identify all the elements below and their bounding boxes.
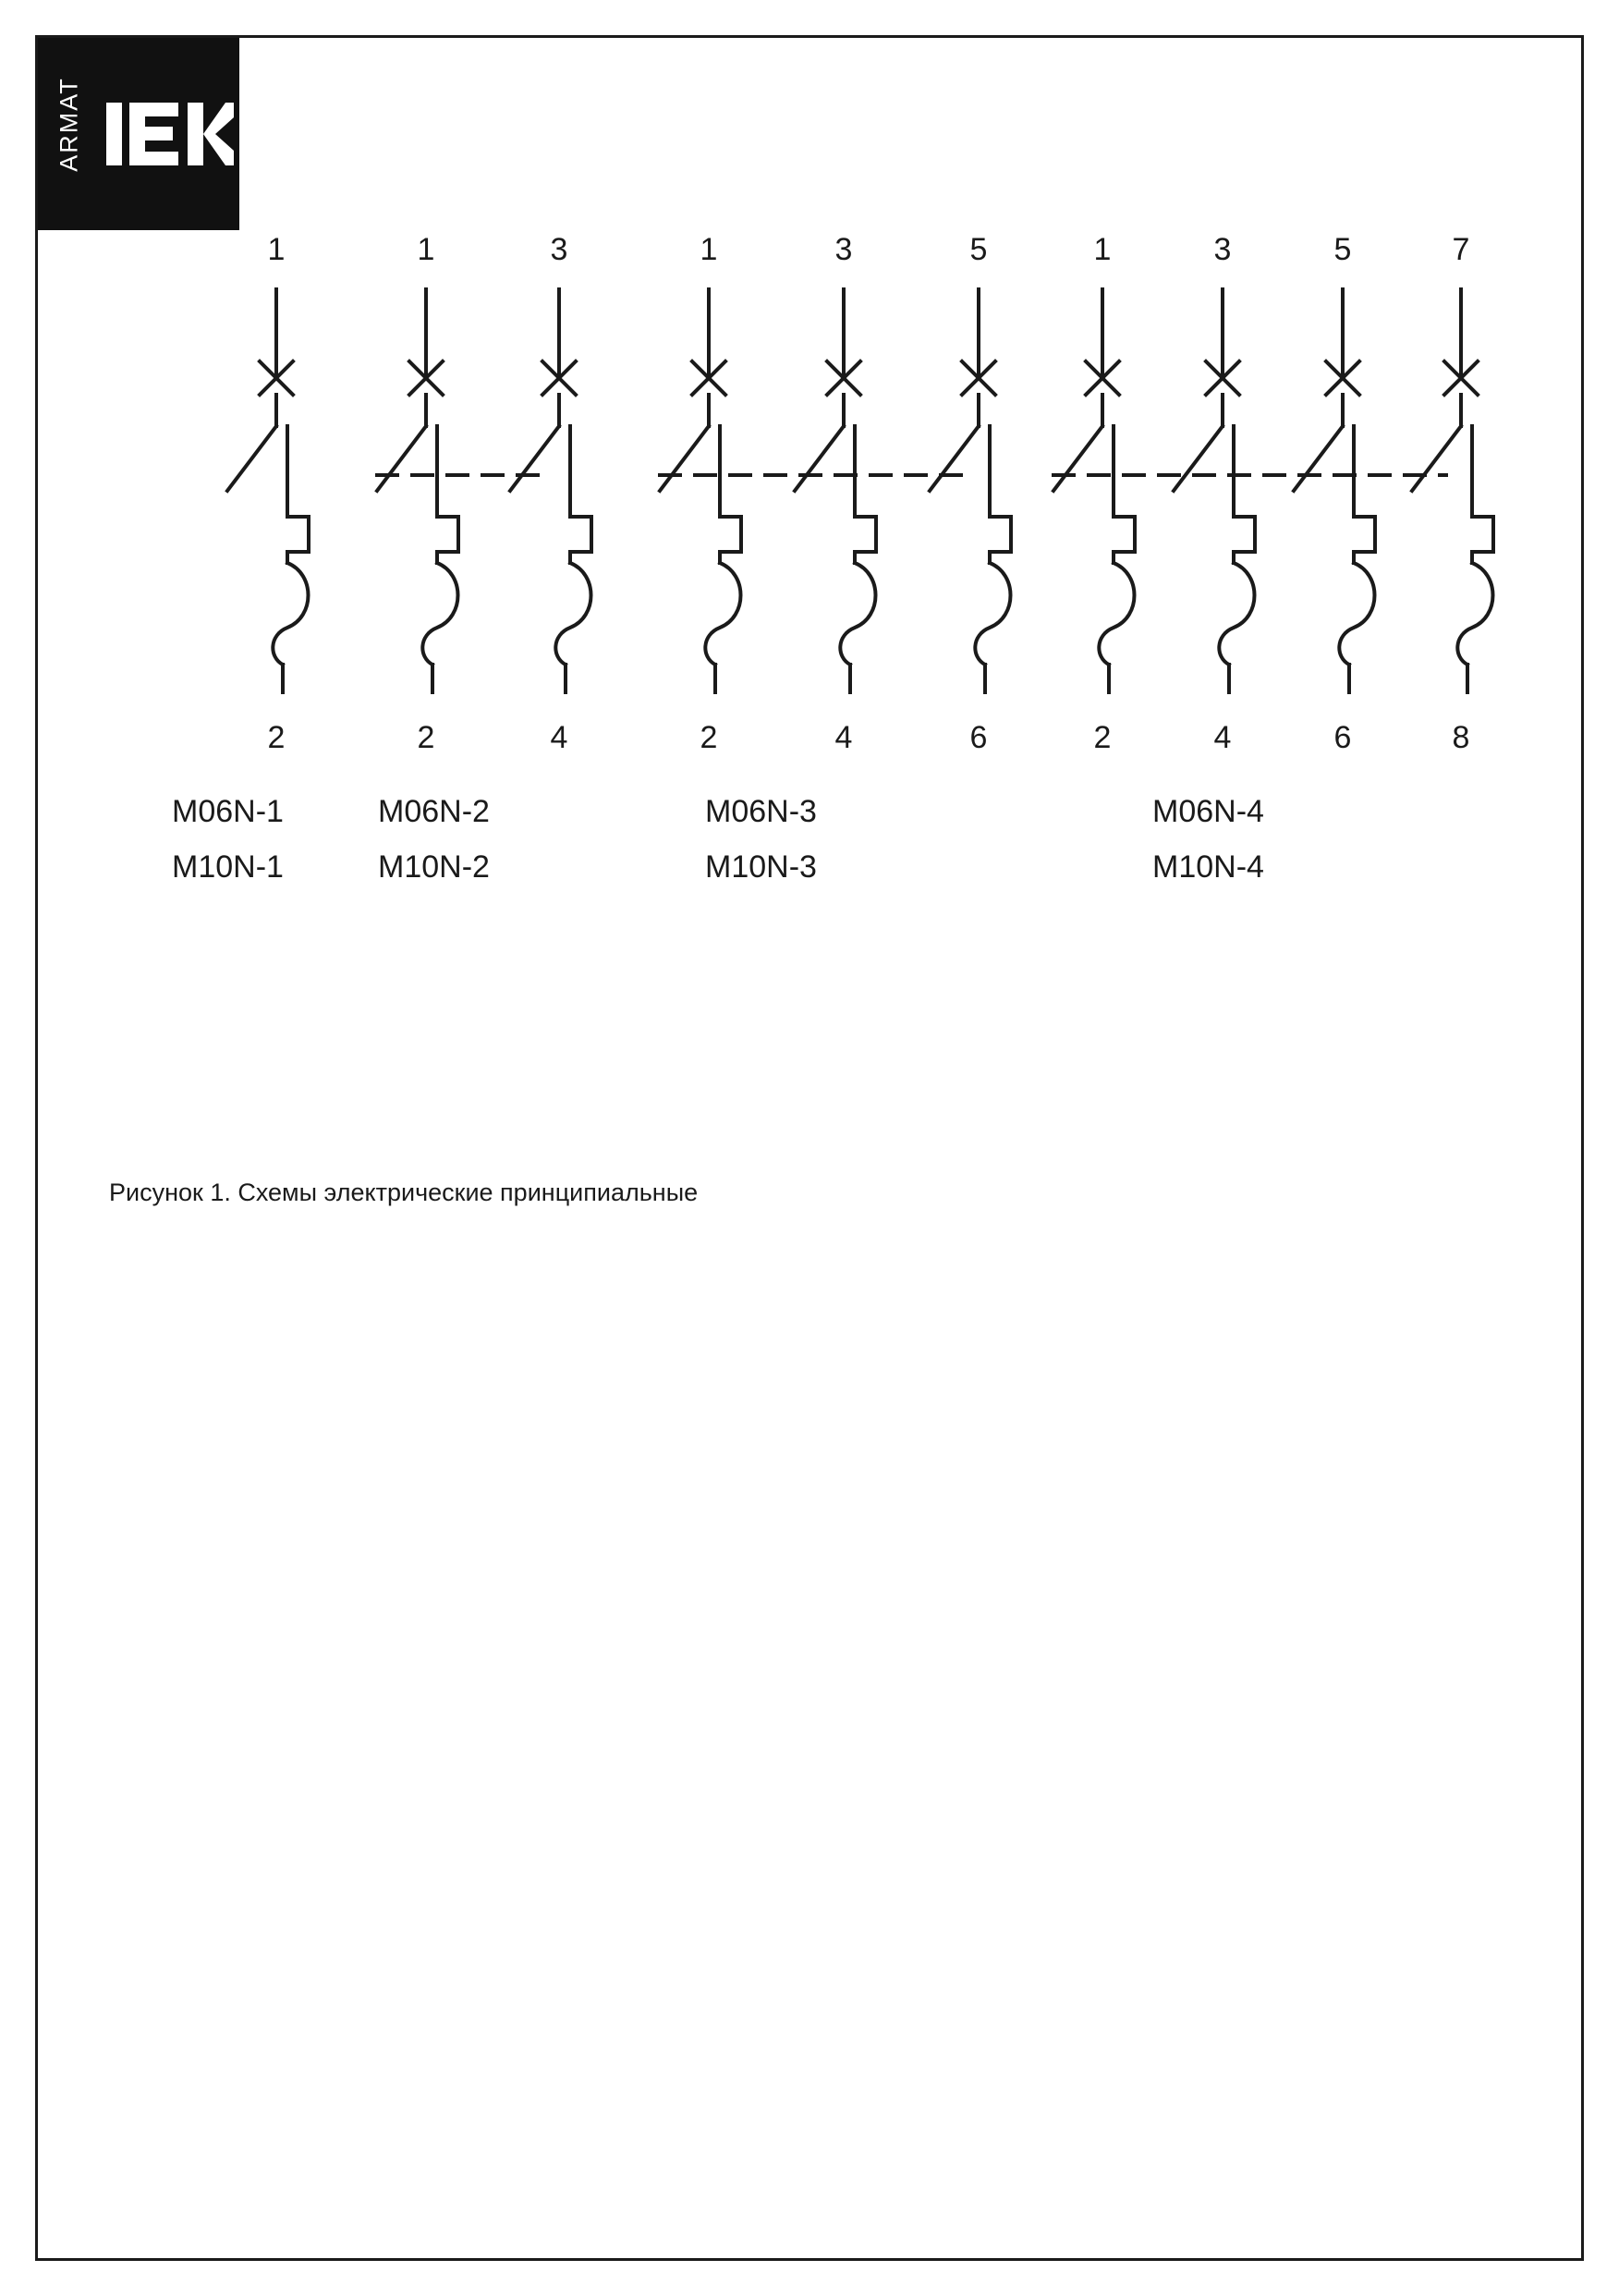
terminal-number-bottom: 4	[550, 720, 568, 755]
terminal-number-bottom: 2	[1093, 720, 1112, 755]
terminal-number-bottom: 2	[267, 720, 286, 755]
schematic-diagram	[38, 230, 1581, 1108]
terminal-number-bottom: 4	[834, 720, 853, 755]
terminal-number-bottom: 6	[969, 720, 988, 755]
group-model-label: M10N-3	[705, 849, 817, 885]
terminal-number-top: 5	[969, 232, 988, 267]
terminal-number-top: 7	[1452, 232, 1470, 267]
terminal-number-bottom: 2	[700, 720, 718, 755]
terminal-number-top: 1	[417, 232, 435, 267]
group-model-label: M10N-4	[1152, 849, 1264, 885]
terminal-number-bottom: 6	[1333, 720, 1352, 755]
terminal-number-top: 3	[1213, 232, 1232, 267]
figure-caption: Рисунок 1. Схемы электрические принципиальные	[109, 1179, 699, 1206]
group-model-label: M06N-3	[705, 794, 817, 829]
iek-logo-icon	[104, 86, 234, 182]
brand-series-label: ARMAT	[55, 77, 83, 172]
terminal-number-bottom: 2	[417, 720, 435, 755]
group-model-label: M06N-2	[378, 794, 490, 829]
terminal-number-top: 1	[700, 232, 718, 267]
group-model-label: M10N-1	[172, 849, 284, 885]
terminal-number-top: 5	[1333, 232, 1352, 267]
terminal-number-bottom: 8	[1452, 720, 1470, 755]
terminal-number-top: 3	[550, 232, 568, 267]
terminal-number-top: 3	[834, 232, 853, 267]
group-model-label: M10N-2	[378, 849, 490, 885]
group-model-label: M06N-4	[1152, 794, 1264, 829]
group-model-label: M06N-1	[172, 794, 284, 829]
terminal-number-bottom: 4	[1213, 720, 1232, 755]
brand-header-block	[38, 38, 239, 230]
terminal-number-top: 1	[1093, 232, 1112, 267]
terminal-number-top: 1	[267, 232, 286, 267]
